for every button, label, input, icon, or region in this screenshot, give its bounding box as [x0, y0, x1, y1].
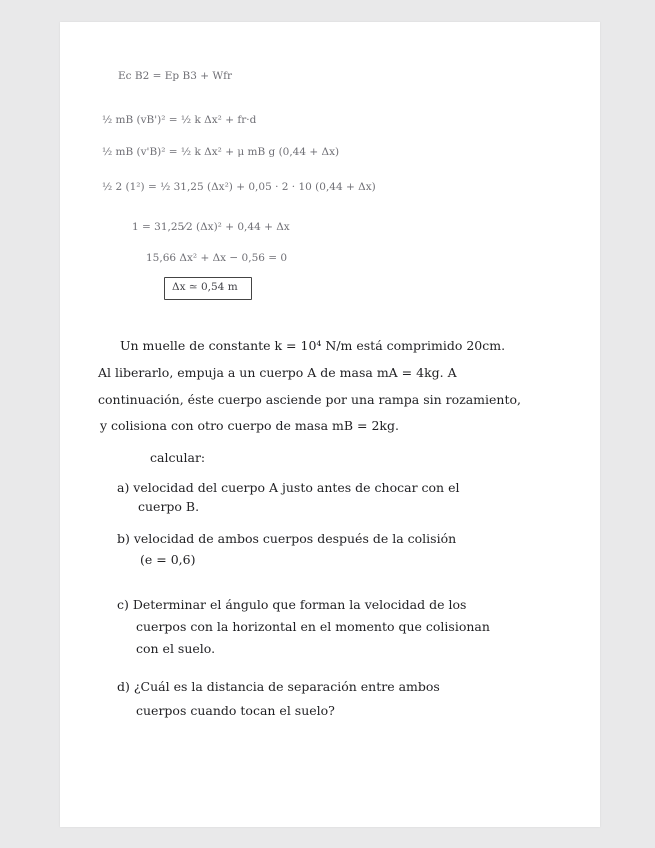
result-value: Δx ≃ 0,54 m	[172, 281, 238, 293]
question-c-line-1: c) Determinar el ángulo que forman la velocidad de los	[117, 597, 467, 612]
statement-line-3: continuación, éste cuerpo asciende por una rampa sin rozamiento,	[98, 392, 521, 407]
question-d-line-2: cuerpos cuando tocan el suelo?	[136, 703, 335, 718]
calcular-label: calcular:	[150, 450, 206, 465]
calc-line-1: ½ mB (vB')² = ½ k Δx² + fr·d	[102, 114, 257, 126]
calc-line-4: 1 = 31,25⁄2 (Δx)² + 0,44 + Δx	[132, 221, 290, 233]
statement-line-4: y colisiona con otro cuerpo de masa mB = 2kg.	[100, 418, 399, 433]
question-a-line-2: cuerpo B.	[138, 499, 200, 514]
question-b-line-2: (e = 0,6)	[140, 552, 196, 567]
question-c-line-2: cuerpos con la horizontal en el momento que colisionan	[136, 619, 490, 634]
question-b-line-1: b) velocidad de ambos cuerpos después de la colisión	[117, 531, 457, 546]
calc-line-5: 15,66 Δx² + Δx − 0,56 = 0	[146, 252, 288, 264]
question-c-line-3: con el suelo.	[136, 641, 216, 656]
calc-line-3: ½ 2 (1²) = ½ 31,25 (Δx²) + 0,05 · 2 · 10 (0,44 + Δx)	[102, 181, 376, 193]
statement-line-1: Un muelle de constante k = 10⁴ N/m está comprimido 20cm.	[120, 338, 506, 353]
energy-equation: Ec B2 = Ep B3 + Wfr	[118, 70, 233, 82]
question-a-line-1: a) velocidad del cuerpo A justo antes de chocar con el	[117, 480, 460, 495]
question-d-line-1: d) ¿Cuál es la distancia de separación entre ambos	[117, 679, 440, 694]
statement-line-2: Al liberarlo, empuja a un cuerpo A de masa mA = 4kg. A	[98, 365, 457, 380]
calc-line-2: ½ mB (v'B)² = ½ k Δx² + μ mB g (0,44 + Δx)	[102, 146, 340, 158]
